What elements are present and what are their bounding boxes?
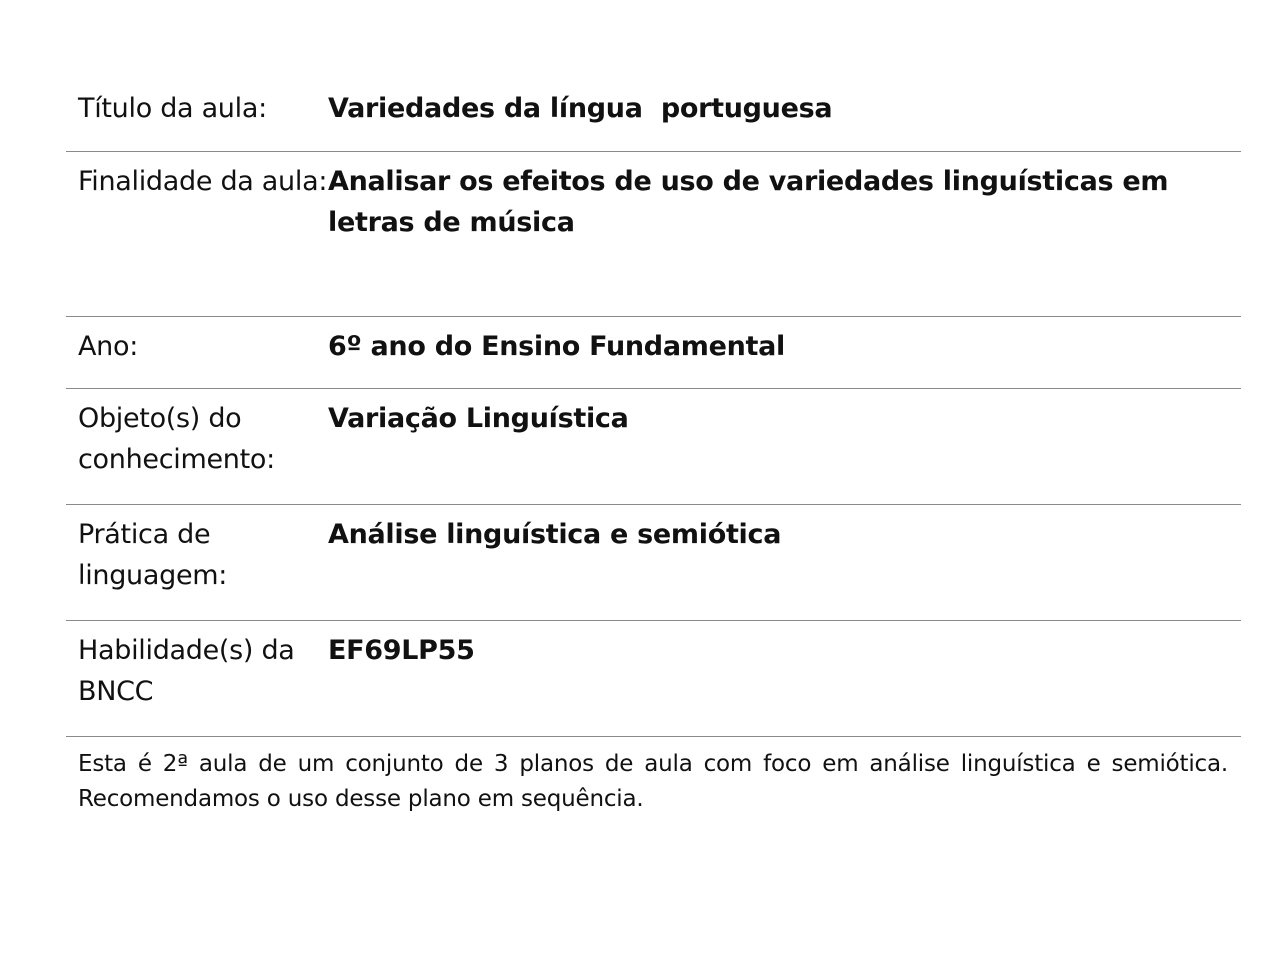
row-language-practice xyxy=(66,505,1241,621)
row-school-year xyxy=(66,317,1241,389)
lesson-plan-table xyxy=(66,76,1241,817)
lesson-purpose-value: Analisar os efeitos de uso de variedades linguísticas em letras de música xyxy=(328,166,1178,238)
language-practice-label: Prática de linguagem: xyxy=(78,519,228,591)
lesson-title-value: Variedades da língua portuguesa xyxy=(328,93,833,124)
row-knowledge-objects xyxy=(66,389,1241,505)
bncc-skills-value: EF69LP55 xyxy=(328,635,475,666)
sequence-note: Esta é 2ª aula de um conjunto de 3 planos de aula com foco em análise linguística e semiótica. Recomendamos o uso desse plano em sequência. xyxy=(78,751,1228,812)
row-bncc-skills xyxy=(66,621,1241,737)
language-practice-value: Análise linguística e semiótica xyxy=(328,519,782,550)
knowledge-objects-label: Objeto(s) do conhecimento: xyxy=(78,403,275,475)
school-year-label: Ano: xyxy=(78,331,138,362)
lesson-purpose-label: Finalidade da aula: xyxy=(78,166,328,197)
bncc-skills-label: Habilidade(s) da BNCC xyxy=(78,635,295,707)
row-lesson-purpose xyxy=(66,152,1241,317)
knowledge-objects-value: Variação Linguística xyxy=(328,403,629,434)
row-lesson-title xyxy=(66,76,1241,152)
lesson-title-label: Título da aula: xyxy=(78,93,267,124)
school-year-value: 6º ano do Ensino Fundamental xyxy=(328,331,785,362)
